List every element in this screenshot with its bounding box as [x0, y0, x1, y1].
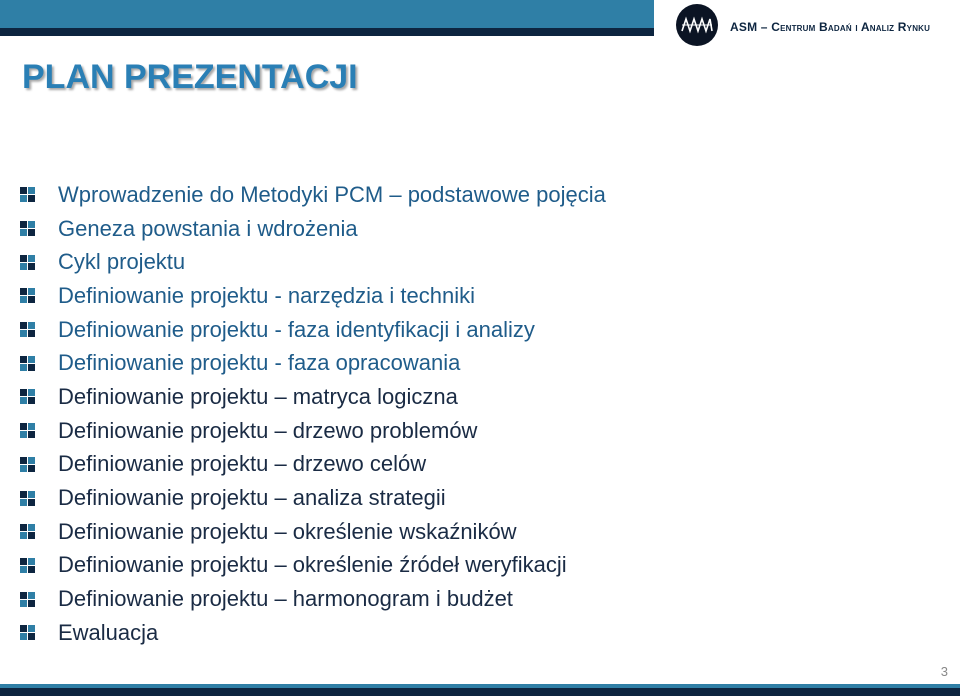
square-bullet-icon [20, 457, 35, 472]
square-bullet-icon [20, 491, 35, 506]
agenda-item-label: Definiowanie projektu - faza opracowania [58, 350, 461, 376]
agenda-item [20, 515, 606, 549]
agenda-item [20, 414, 606, 448]
agenda-item-label: Ewaluacja [58, 619, 159, 645]
agenda-item [20, 245, 606, 279]
agenda-item-label: Cykl projektu [58, 249, 186, 275]
header-bar-dark [0, 28, 654, 36]
agenda-item-label: Wprowadzenie do Metodyki PCM – podstawowe pojęcia [58, 181, 606, 207]
agenda-item-label: Definiowanie projektu – harmonogram i budżet [58, 586, 513, 612]
square-bullet-icon [20, 322, 35, 337]
agenda-item [20, 380, 606, 414]
square-bullet-icon [20, 187, 35, 202]
square-bullet-icon [20, 356, 35, 371]
agenda-item [20, 448, 606, 482]
agenda-item-label: Definiowanie projektu - narzędzia i techniki [58, 282, 475, 308]
square-bullet-icon [20, 221, 35, 236]
agenda-item-label: Definiowanie projektu – drzewo problemów [58, 417, 478, 443]
page-title: PLAN PREZENTACJI [22, 58, 358, 96]
square-bullet-icon [20, 524, 35, 539]
agenda-item-label: Definiowanie projektu – analiza strategii [58, 485, 446, 511]
agenda-item-label: Definiowanie projektu - faza identyfikacji i analizy [58, 316, 535, 342]
agenda-item-label: Definiowanie projektu – określenie źródeł weryfikacji [58, 552, 567, 578]
footer-bar-dark [0, 688, 960, 696]
agenda-item [20, 212, 606, 246]
agenda-item [20, 616, 606, 650]
org-name: ASM – Centrum Badań i Analiz Rynku [730, 20, 931, 34]
square-bullet-icon [20, 389, 35, 404]
agenda-item [20, 178, 606, 212]
asm-logo-icon [676, 4, 718, 46]
agenda-item [20, 279, 606, 313]
agenda-item-label: Definiowanie projektu – matryca logiczna [58, 383, 458, 409]
square-bullet-icon [20, 625, 35, 640]
square-bullet-icon [20, 288, 35, 303]
agenda-item [20, 582, 606, 616]
square-bullet-icon [20, 558, 35, 573]
agenda-item [20, 346, 606, 380]
agenda-item-label: Definiowanie projektu – drzewo celów [58, 451, 427, 477]
agenda-item [20, 549, 606, 583]
agenda-list [20, 178, 606, 650]
square-bullet-icon [20, 255, 35, 270]
square-bullet-icon [20, 592, 35, 607]
page-number: 3 [940, 664, 948, 679]
header-bar-light [0, 0, 654, 28]
agenda-item-label: Definiowanie projektu – określenie wskaźników [58, 518, 517, 544]
agenda-item [20, 481, 606, 515]
agenda-item [20, 313, 606, 347]
agenda-item-label: Geneza powstania i wdrożenia [58, 215, 358, 241]
square-bullet-icon [20, 423, 35, 438]
